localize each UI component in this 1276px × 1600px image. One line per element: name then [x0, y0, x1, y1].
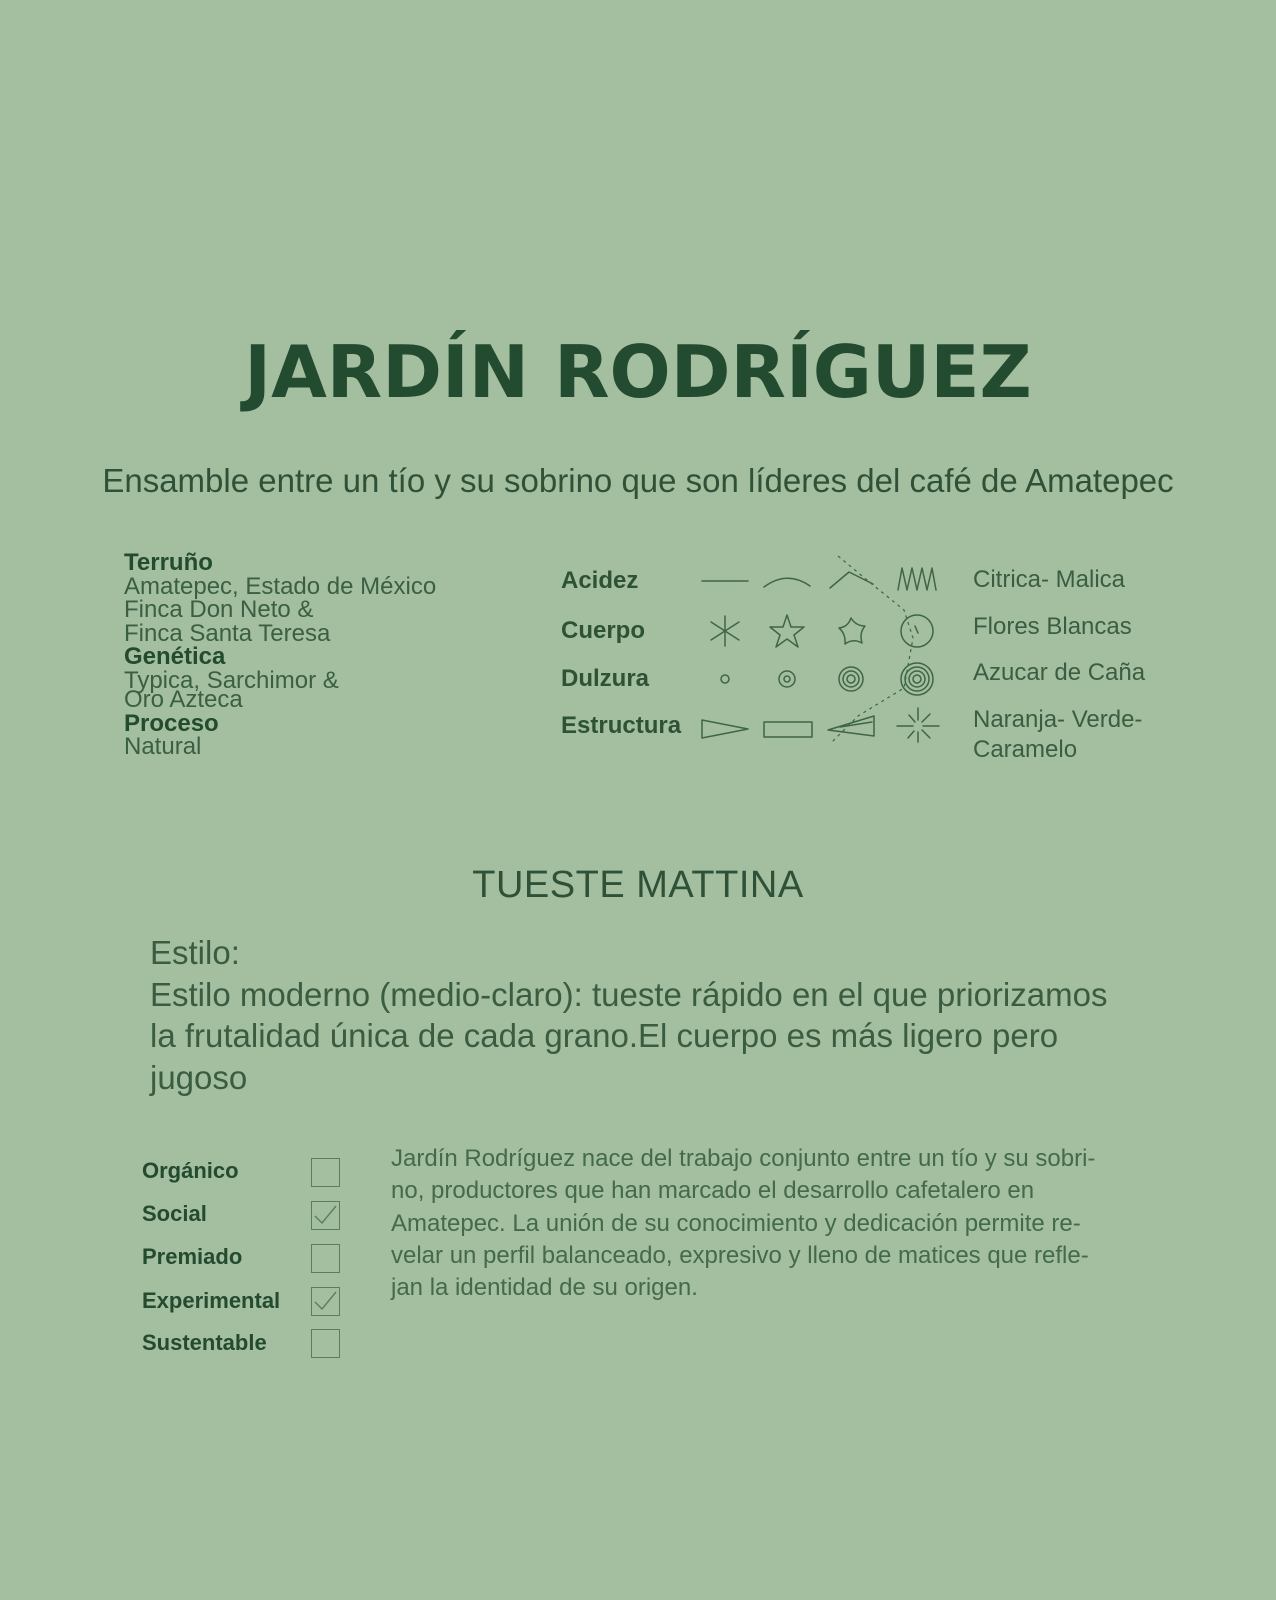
dulzura-level-1-icon: [721, 675, 729, 683]
profile-line-icon: [830, 556, 913, 744]
terruno-line: Finca Santa Teresa: [124, 619, 331, 647]
cert-sustentable-label: Sustentable: [142, 1330, 267, 1355]
acidez-description: Citrica- Malica: [973, 566, 1126, 593]
roast-style-block: [150, 932, 1150, 1098]
dulzura-label: Dulzura: [561, 665, 650, 692]
roast-style-line: Estilo moderno (medio-claro): tueste rápido en el que priorizamos: [150, 975, 1108, 1013]
dulzura-description: Azucar de Caña: [973, 659, 1146, 686]
acidez-label: Acidez: [561, 567, 639, 594]
cuerpo-level-3-icon: [839, 618, 865, 644]
story-line: Amatepec. La unión de su conocimiento y dedicación permite re-: [391, 1209, 1081, 1237]
estructura-label: Estructura: [561, 712, 682, 739]
estructura-level-1-icon: [702, 720, 748, 738]
story-line: velar un perfil balanceado, expresivo y lleno de matices que refle-: [391, 1241, 1089, 1269]
dulzura-level-3-icon: [839, 667, 863, 691]
acidez-level-4-icon: [898, 568, 936, 590]
page-subtitle: Ensamble entre un tío y su sobrino que son líderes del café de Amatepec: [102, 462, 1174, 499]
roast-style-line: jugoso: [150, 1058, 248, 1096]
estructura-description-2: Caramelo: [973, 736, 1078, 763]
cuerpo-level-1-icon: [711, 616, 739, 646]
estructura-level-4-icon: [897, 708, 939, 742]
proceso-label: Proceso: [124, 709, 219, 737]
genetica-label: Genética: [124, 643, 226, 670]
genetica-line: Typica, Sarchimor &: [124, 666, 339, 694]
cuerpo-description: Flores Blancas: [973, 613, 1132, 640]
acidez-level-2-icon: [764, 578, 810, 587]
cert-social-label: Social: [142, 1201, 207, 1226]
cert-social-checkbox[interactable]: [311, 1201, 340, 1230]
roast-title: TUESTE MATTINA: [472, 864, 804, 906]
checkmark-icon: [312, 1288, 338, 1314]
story-line: no, productores que han marcado el desarrollo cafetalero en: [391, 1177, 1035, 1205]
terruno-label: Terruño: [124, 549, 213, 576]
page-title: JARDÍN RODRÍGUEZ: [244, 330, 1032, 414]
cuerpo-label: Cuerpo: [561, 617, 645, 644]
story-line: Jardín Rodríguez nace del trabajo conjunto entre un tío y su sobri-: [391, 1145, 1096, 1172]
terruno-line: Finca Don Neto &: [124, 596, 314, 623]
genetica-line: Oro Azteca: [124, 686, 243, 713]
roast-style-label: Estilo:: [150, 934, 240, 971]
estructura-description: Naranja- Verde-: [973, 706, 1143, 733]
estructura-level-2-icon: [764, 722, 812, 737]
cuerpo-level-2-icon: [770, 615, 804, 647]
roast-style-line: la frutalidad única de cada grano.El cuerpo es más ligero pero: [150, 1017, 1059, 1054]
proceso-value: Natural: [124, 733, 202, 760]
cert-premiado-checkbox[interactable]: [311, 1244, 340, 1273]
cert-experimental-checkbox[interactable]: [311, 1287, 340, 1316]
terruno-line: Amatepec, Estado de México: [124, 572, 437, 600]
story-paragraph: [391, 1143, 1151, 1304]
facts-block: [124, 551, 524, 759]
cert-experimental-label: Experimental: [142, 1288, 281, 1313]
checkmark-icon: [312, 1202, 338, 1228]
cert-sustentable-checkbox[interactable]: [311, 1329, 340, 1358]
story-line: jan la identidad de su origen.: [391, 1274, 698, 1302]
cert-organico-checkbox[interactable]: [311, 1158, 340, 1187]
estructura-level-3-icon: [828, 716, 874, 736]
sensory-scale-graphic: [690, 548, 950, 748]
dulzura-level-2-icon: [779, 671, 795, 687]
cert-organico-label: Orgánico: [142, 1158, 239, 1183]
cert-premiado-label: Premiado: [142, 1244, 243, 1269]
